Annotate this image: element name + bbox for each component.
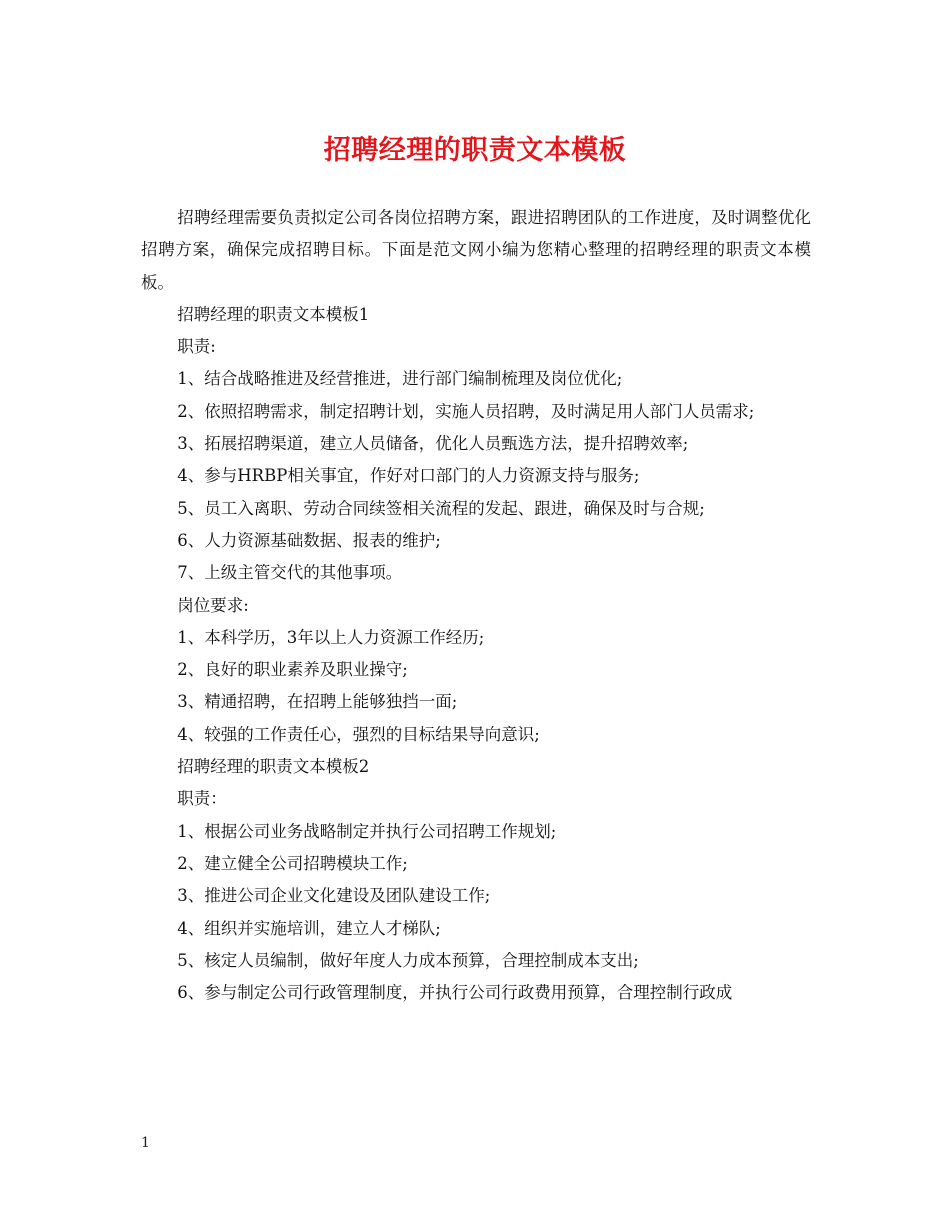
document-title: 招聘经理的职责文本模板 (323, 135, 627, 166)
duty-item: 5、核定人员编制，做好年度人力成本预算，合理控制成本支出; (177, 950, 639, 970)
duty-item: 3、拓展招聘渠道，建立人员储备，优化人员甄选方法，提升招聘效率; (177, 434, 689, 454)
duty-item: 4、参与HRBP相关事宜，作好对口部门的人力资源支持与服务; (177, 466, 640, 486)
duty-item: 5、员工入离职、劳动合同续签相关流程的发起、跟进，确保及时与合规; (177, 498, 705, 518)
requirement-item: 2、良好的职业素养及职业操守; (177, 660, 408, 680)
duties-label: 职责: (177, 337, 216, 357)
duty-item: 4、组织并实施培训，建立人才梯队; (177, 918, 441, 938)
page-number: 1 (141, 1135, 150, 1151)
duty-item: 3、推进公司企业文化建设及团队建设工作; (177, 886, 491, 906)
duty-item: 1、结合战略推进及经营推进，进行部门编制梳理及岗位优化; (177, 369, 623, 389)
requirement-item: 1、本科学历，3年以上人力资源工作经历; (177, 627, 485, 647)
duty-item: 6、人力资源基础数据、报表的维护; (177, 530, 441, 550)
section-heading-template-2: 招聘经理的职责文本模板2 (177, 757, 370, 777)
duty-item: 6、参与制定公司行政管理制度，并执行公司行政费用预算，合理控制行政成 (177, 983, 733, 1003)
duty-item: 2、建立健全公司招聘模块工作; (177, 853, 408, 873)
duties-label: 职责： (177, 789, 227, 809)
duty-item: 2、依照招聘需求，制定招聘计划，实施人员招聘，及时满足用人部门人员需求; (177, 401, 755, 421)
requirement-item: 4、较强的工作责任心，强烈的目标结果导向意识; (177, 724, 540, 744)
duty-item: 1、根据公司业务战略制定并执行公司招聘工作规划; (177, 821, 557, 841)
requirement-item: 3、精通招聘，在招聘上能够独挡一面; (177, 692, 458, 712)
requirements-label: 岗位要求: (177, 595, 249, 615)
section-heading-template-1: 招聘经理的职责文本模板1 (177, 304, 370, 324)
intro-paragraph: 招聘经理需要负责拟定公司各岗位招聘方案，跟进招聘团队的工作进度，及时调整优化招聘方案，确保完成招聘目标。下面是范文网小编为您精心整理的招聘经理的职责文本模板。 (141, 208, 811, 292)
document-body (141, 202, 811, 1009)
duty-item: 7、上级主管交代的其他事项。 (177, 563, 403, 583)
